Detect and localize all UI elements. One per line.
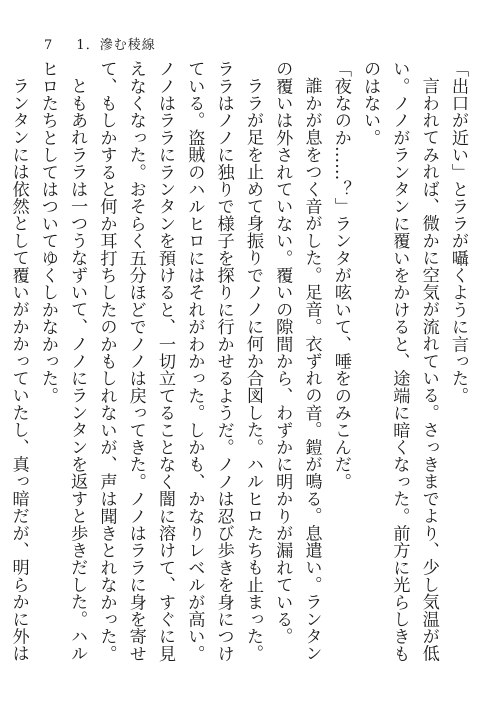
- chapter-title: 1．滲む稜線: [76, 38, 156, 53]
- paragraph: ランタンには依然として覆いがかかっていたし、真っ暗だが、明らかに外は: [8, 77, 29, 662]
- paragraph: 言われてみれば、微かに空気が流れている。さっきまでより、少し気温が低い。ノノがランタンに覆いをかけると、途端に暗くなった。前方に光らしきものはない。: [360, 60, 439, 662]
- paragraph: 「夜なのか……？」ランタが呟いて、唾をのみこんだ。: [330, 60, 351, 490]
- page-header: [44, 34, 156, 53]
- paragraph: ララが足を止めて身振りでノノに何か合図した。ハルヒロたちも止まった。ララはノノに独りで様子を探りに行かせるようだ。ノノは忍び歩きを身につけている。盗賊のハルヒロにはそれがわかった。しかも、かなりレベルが高い。ノノはララにランタンを預けると、一切立てることなく闇に溶けて、すぐに見えなくなった。おそらく五分ほどでノノは戻ってきた。ノノはララに身を寄せて、もしかすると何か耳打ちしたのかもしれないが、声は聞きとれなかった。: [96, 60, 263, 662]
- body-text: [8, 60, 472, 675]
- page-number: 7: [44, 38, 54, 53]
- paragraph: 誰かが息をつく音がした。足音。衣ずれの音。鎧が鳴る。息遣い。ランタンの覆いは外されていない。覆いの隙間から、わずかに明かりが漏れている。: [272, 60, 322, 662]
- paragraph: ともあれララは一つうなずいて、ノノにランタンを返すと歩きだした。ハルヒロたちとしてはついてゆくしかなかった。: [37, 60, 88, 662]
- paragraph: 「出口が近い」とララが囁くように言った。: [448, 60, 468, 404]
